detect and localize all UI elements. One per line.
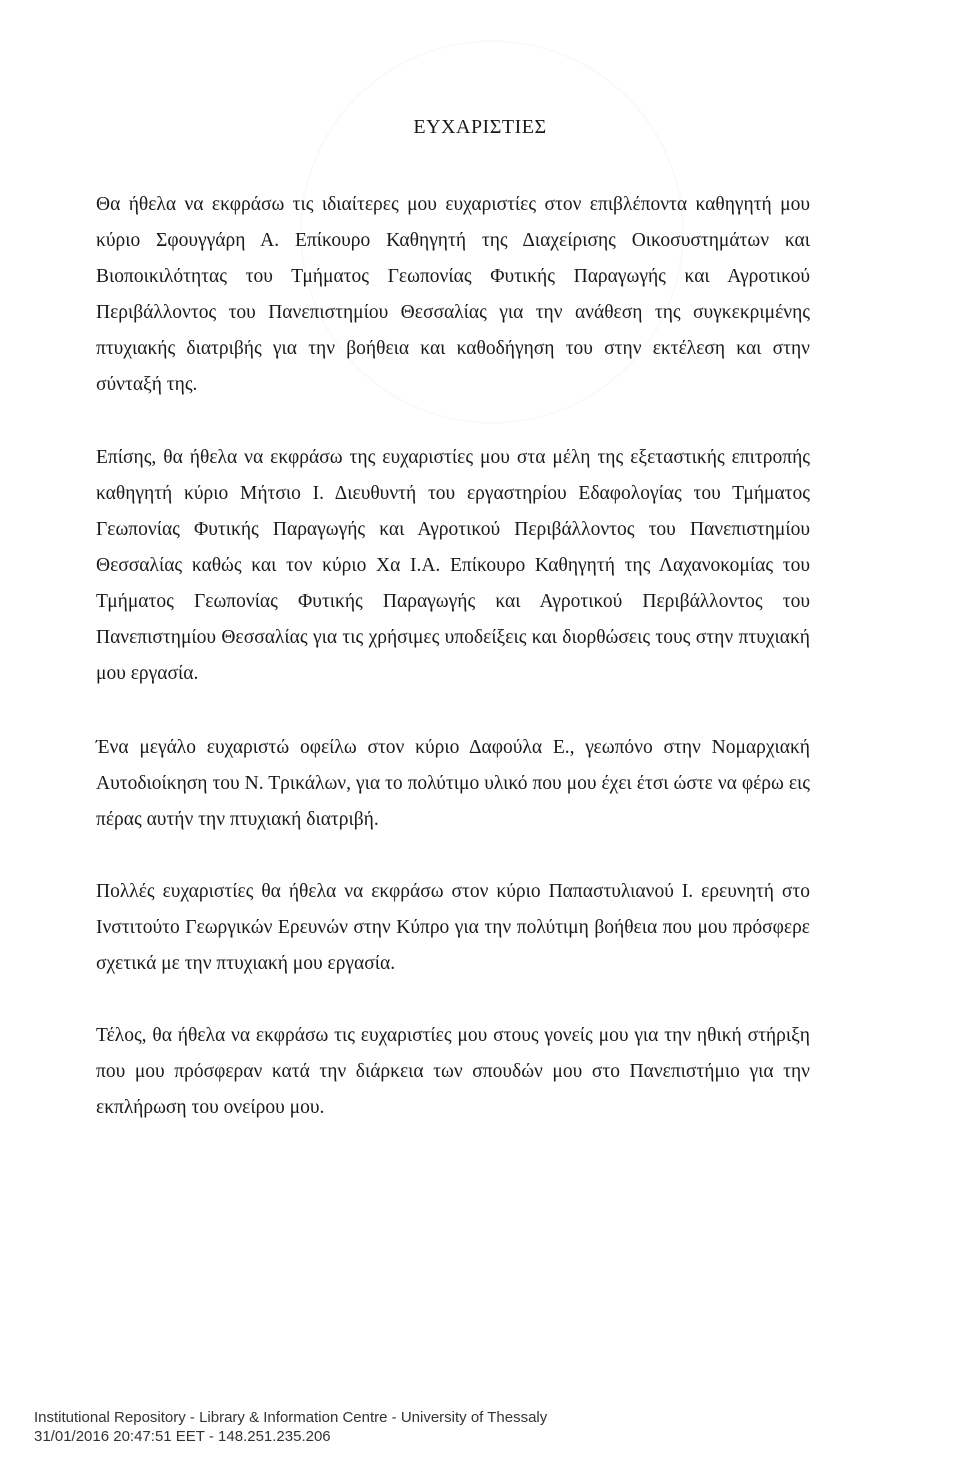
repository-footer xyxy=(34,1408,547,1446)
footer-timestamp-line: 31/01/2016 20:47:51 EET - 148.251.235.206 xyxy=(34,1428,331,1445)
paragraph-1: Θα ήθελα να εκφράσω τις ιδιαίτερες μου ευχαριστίες στον επιβλέποντα καθηγητή μου κύριο Σφουγγάρη Α. Επίκουρο Καθηγητή της Διαχείρισης Οικοσυστημάτων και Βιοποικιλότητας του Τμήματος Γεωπονίας Φυτικής Παραγωγής και Αγροτικού Περιβάλλοντος του Πανεπιστημίου Θεσσαλίας για την ανάθεση της συγκεκριμένης πτυχιακής διατριβής για την βοήθεια και καθοδήγηση του στην εκτέλεση και στην σύνταξή της. xyxy=(96,194,810,395)
footer-repository-line: Institutional Repository - Library & Information Centre - University of Thessaly xyxy=(34,1409,548,1426)
paragraph-4: Πολλές ευχαριστίες θα ήθελα να εκφράσω στον κύριο Παπαστυλιανού Ι. ερευνητή στο Ινστιτούτο Γεωργικών Ερευνών στην Κύπρο για την πολύτιμη βοήθεια που μου πρόσφερε σχετικά με την πτυχιακή μου εργασία. xyxy=(96,881,810,974)
paragraph-3: Ένα μεγάλο ευχαριστώ οφείλω στον κύριο Δαφούλα Ε., γεωπόνο στην Νομαρχιακή Αυτοδιοίκηση του Ν. Τρικάλων, για το πολύτιμο υλικό που μου έχει έτσι ώστε να φέρω εις πέρας αυτήν την πτυχιακή διατριβή. xyxy=(96,737,810,830)
paragraph-5: Τέλος, θα ήθελα να εκφράσω τις ευχαριστίες μου στους γονείς μου για την ηθική στήριξη που μου πρόσφεραν κατά την διάρκεια των σπουδών μου στο Πανεπιστήμιο για την εκπλήρωση του ονείρου μου. xyxy=(96,1025,810,1118)
page-title: ΕΥΧΑΡΙΣΤΙΕΣ xyxy=(413,116,547,138)
paragraph-2: Επίσης, θα ήθελα να εκφράσω της ευχαριστίες μου στα μέλη της εξεταστικής επιτροπής καθηγητή κύριο Μήτσιο Ι. Διευθυντή του εργαστηρίου Εδαφολογίας του Τμήματος Γεωπονίας Φυτικής Παραγωγής και Αγροτικού Περιβάλλοντος του Πανεπιστημίου Θεσσαλίας καθώς και τον κύριο Χα Ι.Α. Επίκουρο Καθηγητή της Λαχανοκομίας του Τμήματος Γεωπονίας Φυτικής Παραγωγής και Αγροτικού Περιβάλλοντος του Πανεπιστημίου Θεσσαλίας για τις χρήσιμες υποδείξεις και διορθώσεις τους στην πτυχιακή μου εργασία. xyxy=(96,447,810,684)
